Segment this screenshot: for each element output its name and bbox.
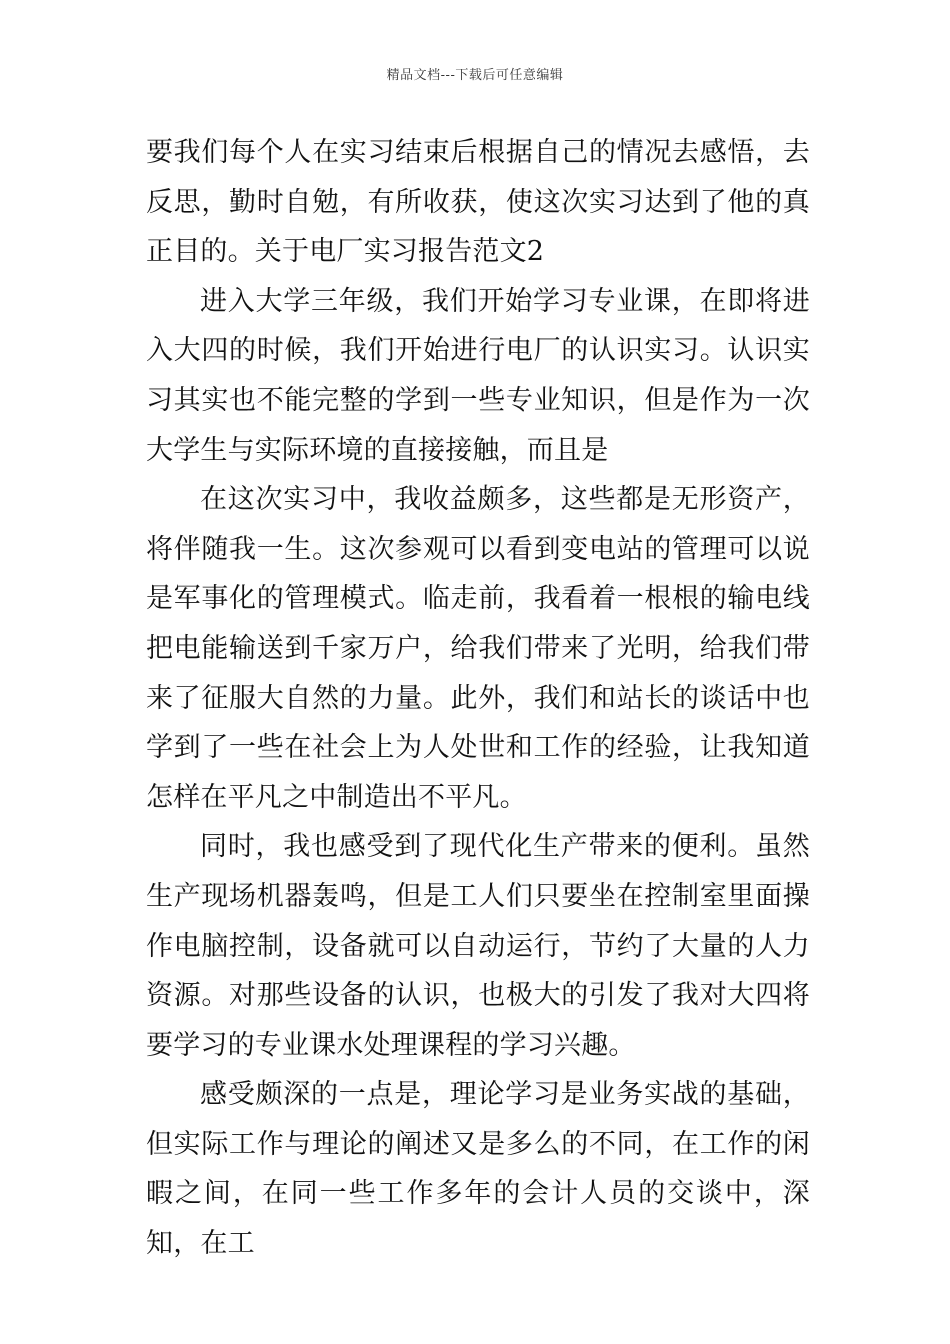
paragraph-3: 在这次实习中，我收益颇多，这些都是无形资产，将伴随我一生。这次参观可以看到变电站的管理可以说是军事化的管理模式。临走前，我看着一根根的输电线把电能输送到千家万户，给我们带来了光明，给我们带来了征服大自然的力量。此外，我们和站长的谈话中也学到了一些在社会上为人处世和工作的经验，让我知道怎样在平凡之中制造出不平凡。	[146, 484, 810, 813]
document-body	[146, 128, 810, 1269]
paragraph-1: 要我们每个人在实习结束后根据自己的情况去感悟，去反思，勤时自勉，有所收获，使这次实习达到了他的真正目的。关于电厂实习报告范文2	[146, 137, 810, 268]
paragraph-5: 感受颇深的一点是，理论学习是业务实战的基础，但实际工作与理论的阐述又是多么的不同，在工作的闲暇之间，在同一些工作多年的会计人员的交谈中，深知，在工	[146, 1079, 810, 1260]
paragraph-4: 同时，我也感受到了现代化生产带来的便利。虽然生产现场机器轰鸣，但是工人们只要坐在控制室里面操作电脑控制，设备就可以自动运行，节约了大量的人力资源。对那些设备的认识，也极大的引发了我对大四将要学习的专业课水处理课程的学习兴趣。	[146, 831, 810, 1061]
paragraph-2: 进入大学三年级，我们开始学习专业课，在即将进入大四的时候，我们开始进行电厂的认识实习。认识实习其实也不能完整的学到一些专业知识，但是作为一次大学生与实际环境的直接接触，而且是	[146, 285, 810, 466]
page-header: 精品文档---下载后可任意编辑	[386, 68, 564, 83]
